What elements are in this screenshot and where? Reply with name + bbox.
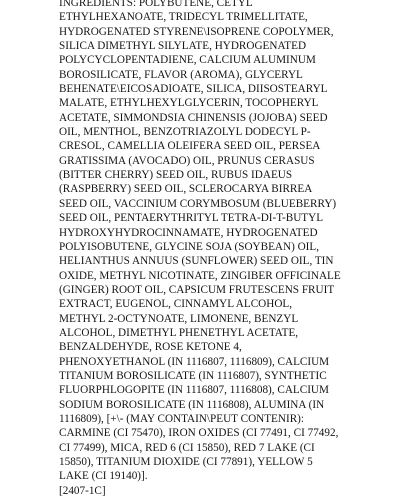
ingredient-line: HYDROGENATED STYRENE\ISOPRENE COPOLYMER, [59,25,334,38]
ingredient-line: BEHENATE\EICOSADIOATE, SILICA, DIISOSTEARYL [59,83,328,96]
ingredient-line: INGREDIENTS: POLYBUTENE, CETYL [59,0,253,9]
ingredient-line: SILICA DIMETHYL SILYLATE, HYDROGENATED [59,40,307,53]
ingredient-line: MALATE, ETHYLHEXYLGLYCERIN, TOCOPHERYL [59,97,319,110]
ingredient-line: 15850), TITANIUM DIOXIDE (CI 77891), YELLOW 5 [59,456,313,468]
ingredient-line: ALCOHOL, DIMETHYL PHENETHYL ACETATE, [59,326,299,339]
ingredient-line: PHENOXYETHANOL (IN 1116807, 1116809), CALCIUM [59,355,330,368]
ingredient-line: METHYL 2-OCTYNOATE, LIMONENE, BENZYL [59,312,299,325]
ingredient-line: BOROSILICATE, FLAVOR (AROMA), GLYCERYL [59,68,303,81]
ingredient-line: GRATISSIMA (AVOCADO) OIL, PRUNUS CERASUS [59,154,315,167]
ingredient-line: BENZALDEHYDE, ROSE KETONE 4, [59,341,242,354]
ingredient-line: EXTRACT, EUGENOL, CINNAMYL ALCOHOL, [59,298,293,311]
ingredient-line: ETHYLHEXANOATE, TRIDECYL TRIMELLITATE, [59,11,308,24]
ingredient-line: HELIANTHUS ANNUUS (SUNFLOWER) SEED OIL, TIN [59,255,334,268]
ingredient-line: FLUORPHLOGOPITE (IN 1116807, 1116808), CALCIUM [59,384,329,397]
ingredient-line: HYDROXYHYDROCINNAMATE, HYDROGENATED [59,226,318,239]
ingredient-line: CI 77499), MICA, RED 6 (CI 15850), RED 7 LAKE (CI [59,441,315,454]
ingredient-line: POLYCYCLOPENTADIENE, CALCIUM ALUMINUM [59,54,316,67]
ingredient-line: TITANIUM BOROSILICATE (IN 1116807), SYNTHETIC [59,369,327,382]
ingredient-line: CRESOL, CAMELLIA OLEIFERA SEED OIL, PERSEA [59,140,321,153]
ingredients-text [59,0,359,498]
ingredient-line: SEED OIL, PENTAERYTHRITYL TETRA-DI-T-BUTYL [59,212,324,225]
ingredient-line: (RASPBERRY) SEED OIL, SCLEROCARYA BIRREA [59,183,313,196]
ingredient-line: CARMINE (CI 75470), IRON OXIDES (CI 77491, CI 77492, [59,427,339,440]
ingredient-line: LAKE (CI 19140)]. [59,470,148,483]
ingredient-line: (GINGER) ROOT OIL, CAPSICUM FRUTESCENS FRUIT [59,283,335,296]
ingredient-line: (BITTER CHERRY) SEED OIL, RUBUS IDAEUS [59,169,293,182]
ingredient-line: [2407-1C] [59,484,106,497]
ingredient-line: POLYISOBUTENE, GLYCINE SOJA (SOYBEAN) OIL, [59,240,320,253]
ingredient-line: SODIUM BOROSILICATE (IN 1116808), ALUMINA (IN [59,398,325,411]
ingredient-line: SEED OIL, VACCINIUM CORYMBOSUM (BLUEBERRY) [59,197,337,210]
ingredient-line: 1116809), [+\- (MAY CONTAIN\PEUT CONTENIR): [59,412,304,425]
ingredient-line: ACETATE, SIMMONDSIA CHINENSIS (JOJOBA) SEED [59,111,328,124]
ingredient-line: OXIDE, METHYL NICOTINATE, ZINGIBER OFFICINALE [59,269,341,282]
ingredient-line: OIL, MENTHOL, BENZOTRIAZOLYL DODECYL P- [59,126,311,139]
